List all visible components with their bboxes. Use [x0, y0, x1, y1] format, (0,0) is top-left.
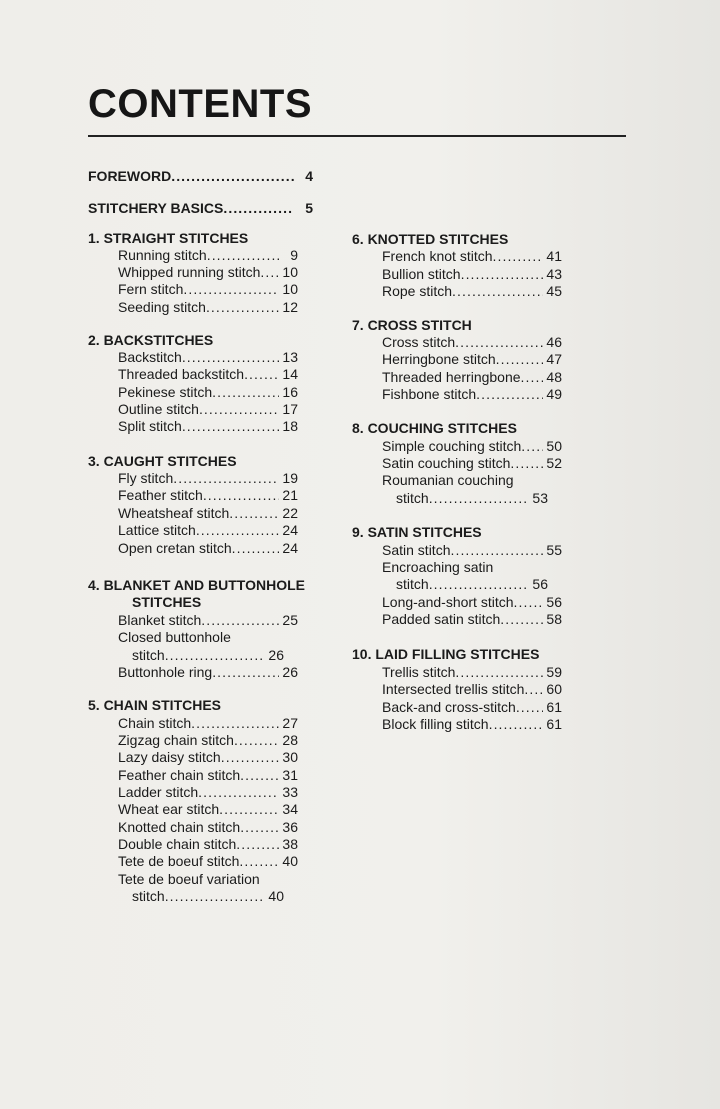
toc-page-number: 52 — [546, 455, 562, 471]
toc-page-number: 13 — [282, 349, 298, 365]
toc-entry — [382, 283, 562, 300]
toc-entry — [118, 784, 298, 801]
toc-entry — [382, 594, 562, 611]
toc-page-number: 12 — [282, 299, 298, 315]
toc-entry — [382, 248, 562, 265]
toc-page-number: 33 — [282, 784, 298, 800]
title-rule — [88, 135, 626, 137]
toc-leader-dots — [240, 767, 279, 784]
page-title: CONTENTS — [88, 82, 312, 126]
toc-entry — [132, 647, 284, 664]
toc-page-number: 40 — [268, 888, 284, 904]
toc-section-heading — [352, 524, 482, 541]
toc-entry — [118, 299, 298, 316]
toc-page-number: 45 — [546, 283, 562, 299]
toc-entry-title: 3. CAUGHT STITCHES — [88, 453, 237, 469]
toc-page-number: 56 — [532, 576, 548, 592]
toc-entry-title: Running stitch — [118, 247, 207, 263]
toc-entry-title: Padded satin stitch — [382, 611, 501, 627]
toc-leader-dots — [199, 401, 279, 418]
toc-entry-title: 5. CHAIN STITCHES — [88, 697, 222, 713]
toc-section-heading — [88, 453, 237, 470]
toc-entry — [118, 418, 298, 435]
toc-entry — [396, 490, 548, 507]
toc-leader-dots — [173, 470, 279, 487]
toc-entry-title: 4. BLANKET AND BUTTONHOLE — [88, 577, 305, 593]
toc-entry-title: Wheatsheaf stitch — [118, 505, 230, 521]
toc-entry-title: Open cretan stitch — [118, 540, 232, 556]
toc-entry-title: Back-and cross-stitch — [382, 699, 516, 715]
toc-entry-title: Fern stitch — [118, 281, 184, 297]
toc-page-number: 27 — [282, 715, 298, 731]
toc-entry — [118, 281, 298, 298]
toc-entry — [118, 470, 298, 487]
toc-entry — [118, 715, 298, 732]
toc-entry — [382, 472, 514, 489]
toc-entry-title: Intersected trellis stitch — [382, 681, 525, 697]
toc-entry-title: Tete de boeuf variation — [118, 871, 260, 887]
toc-entry — [118, 732, 298, 749]
toc-section-heading — [88, 697, 221, 714]
toc-entry-title: Fishbone stitch — [382, 386, 477, 402]
toc-leader-dots — [496, 351, 543, 368]
toc-page-number: 50 — [546, 438, 562, 454]
toc-page-number: 53 — [532, 490, 548, 506]
toc-leader-dots — [510, 455, 543, 472]
toc-leader-dots — [232, 540, 279, 557]
toc-page-number: 58 — [546, 611, 562, 627]
toc-entry — [382, 716, 562, 733]
toc-entry — [382, 455, 562, 472]
toc-page-number: 21 — [282, 487, 298, 503]
toc-leader-dots — [429, 490, 529, 507]
toc-section-heading — [88, 168, 313, 185]
toc-leader-dots — [236, 836, 279, 853]
toc-entry — [118, 612, 298, 629]
toc-leader-dots — [489, 716, 543, 733]
toc-page-number: 46 — [546, 334, 562, 350]
toc-leader-dots — [196, 522, 279, 539]
toc-leader-dots — [244, 366, 279, 383]
toc-entry-title: Trellis stitch — [382, 664, 456, 680]
toc-entry-title: Fly stitch — [118, 470, 174, 486]
toc-page-number: 49 — [546, 386, 562, 402]
toc-entry-title: 9. SATIN STITCHES — [352, 524, 482, 540]
toc-section-heading — [352, 646, 539, 663]
toc-page-number: 47 — [546, 351, 562, 367]
toc-entry — [382, 351, 562, 368]
toc-leader-dots — [521, 438, 543, 455]
toc-entry-title: Long-and-short stitch — [382, 594, 514, 610]
toc-entry-title: stitch — [396, 576, 429, 592]
toc-entry — [118, 801, 298, 818]
toc-leader-dots — [493, 248, 544, 265]
toc-entry — [118, 247, 298, 264]
toc-entry — [382, 542, 562, 559]
toc-entry-title: FOREWORD — [88, 168, 172, 184]
toc-leader-dots — [165, 888, 265, 905]
toc-entry-title: Feather chain stitch — [118, 767, 241, 783]
toc-leader-dots — [165, 647, 265, 664]
toc-entry-title: Closed buttonhole — [118, 629, 231, 645]
toc-entry — [118, 664, 298, 681]
toc-entry-title: Herringbone stitch — [382, 351, 496, 367]
toc-entry-title: Buttonhole ring — [118, 664, 213, 680]
toc-leader-dots — [203, 487, 279, 504]
toc-page-number: 38 — [282, 836, 298, 852]
toc-leader-dots — [182, 418, 279, 435]
toc-entry-title: Feather stitch — [118, 487, 203, 503]
toc-section-heading — [352, 317, 472, 334]
toc-entry-title: Whipped running stitch — [118, 264, 261, 280]
toc-section-heading — [132, 594, 201, 611]
toc-leader-dots — [514, 594, 543, 611]
toc-page-number: 10 — [282, 264, 298, 280]
toc-page-number: 14 — [282, 366, 298, 382]
toc-entry — [118, 819, 298, 836]
toc-section-heading — [352, 420, 517, 437]
toc-entry-title: stitch — [396, 490, 429, 506]
toc-leader-dots — [191, 715, 279, 732]
toc-leader-dots — [171, 168, 294, 185]
toc-entry — [382, 438, 562, 455]
toc-entry-title: stitch — [132, 647, 165, 663]
toc-entry-title: STITCHERY BASICS — [88, 200, 224, 216]
toc-entry — [118, 853, 298, 870]
toc-page-number: 34 — [282, 801, 298, 817]
toc-entry-title: Cross stitch — [382, 334, 456, 350]
toc-leader-dots — [206, 299, 279, 316]
toc-section-heading — [88, 332, 213, 349]
toc-entry — [382, 681, 562, 698]
toc-page-number: 4 — [305, 168, 313, 184]
toc-page-number: 17 — [282, 401, 298, 417]
toc-leader-dots — [229, 505, 279, 522]
toc-page-number: 61 — [546, 699, 562, 715]
toc-entry-title: Simple couching stitch — [382, 438, 522, 454]
toc-page-number: 16 — [282, 384, 298, 400]
toc-entry-title: Backstitch — [118, 349, 182, 365]
toc-leader-dots — [219, 801, 279, 818]
toc-entry — [118, 540, 298, 557]
toc-entry-title: Threaded herringbone — [382, 369, 521, 385]
toc-entry — [382, 699, 562, 716]
toc-entry-title: 1. STRAIGHT STITCHES — [88, 230, 249, 246]
toc-entry — [118, 401, 298, 418]
toc-entry-title: Blanket stitch — [118, 612, 202, 628]
toc-entry-title: 6. KNOTTED STITCHES — [352, 231, 509, 247]
toc-page-number: 36 — [282, 819, 298, 835]
toc-page-number: 60 — [546, 681, 562, 697]
toc-page-number: 59 — [546, 664, 562, 680]
toc-entry — [118, 871, 260, 888]
toc-page-number: 25 — [282, 612, 298, 628]
toc-page-number: 10 — [282, 281, 298, 297]
toc-entry-title: Split stitch — [118, 418, 182, 434]
toc-entry — [118, 384, 298, 401]
toc-page-number: 18 — [282, 418, 298, 434]
toc-leader-dots — [221, 749, 279, 766]
toc-entry-title: Wheat ear stitch — [118, 801, 220, 817]
toc-entry-title: 2. BACKSTITCHES — [88, 332, 214, 348]
toc-entry — [382, 386, 562, 403]
toc-entry — [382, 369, 562, 386]
toc-entry-title: Roumanian couching — [382, 472, 514, 488]
toc-page-number: 24 — [282, 540, 298, 556]
toc-leader-dots — [212, 384, 279, 401]
toc-entry-title: Outline stitch — [118, 401, 199, 417]
toc-section-heading — [88, 230, 248, 247]
toc-page-number: 43 — [546, 266, 562, 282]
toc-entry-title: Knotted chain stitch — [118, 819, 241, 835]
toc-entry — [118, 629, 231, 646]
toc-page-number: 31 — [282, 767, 298, 783]
toc-page-number: 40 — [282, 853, 298, 869]
toc-entry-title: STITCHES — [132, 594, 202, 610]
toc-entry — [382, 664, 562, 681]
toc-entry — [118, 349, 298, 366]
toc-leader-dots — [212, 664, 279, 681]
toc-leader-dots — [521, 369, 543, 386]
toc-entry-title: 8. COUCHING STITCHES — [352, 420, 517, 436]
toc-leader-dots — [223, 200, 294, 217]
toc-entry — [118, 522, 298, 539]
toc-entry-title: Ladder stitch — [118, 784, 199, 800]
toc-leader-dots — [207, 247, 279, 264]
toc-entry-title: Zigzag chain stitch — [118, 732, 234, 748]
toc-leader-dots — [260, 264, 279, 281]
toc-entry-title: Satin stitch — [382, 542, 451, 558]
toc-entry — [118, 264, 298, 281]
toc-page-number: 61 — [546, 716, 562, 732]
toc-leader-dots — [461, 266, 543, 283]
toc-leader-dots — [240, 819, 279, 836]
toc-page-number: 26 — [282, 664, 298, 680]
toc-entry-title: stitch — [132, 888, 165, 904]
toc-entry — [382, 611, 562, 628]
toc-entry — [382, 334, 562, 351]
toc-entry — [118, 749, 298, 766]
toc-page-number: 30 — [282, 749, 298, 765]
toc-entry-title: Chain stitch — [118, 715, 192, 731]
toc-leader-dots — [500, 611, 543, 628]
toc-entry — [118, 767, 298, 784]
toc-leader-dots — [516, 699, 543, 716]
toc-entry — [118, 505, 298, 522]
toc-page-number: 9 — [290, 247, 298, 263]
toc-entry-title: Pekinese stitch — [118, 384, 213, 400]
toc-entry — [118, 366, 298, 383]
toc-page-number: 26 — [268, 647, 284, 663]
toc-entry-title: Satin couching stitch — [382, 455, 511, 471]
toc-leader-dots — [450, 542, 543, 559]
toc-entry-title: Threaded backstitch — [118, 366, 245, 382]
toc-entry-title: Block filling stitch — [382, 716, 489, 732]
toc-leader-dots — [476, 386, 543, 403]
toc-page-number: 56 — [546, 594, 562, 610]
toc-entry — [382, 266, 562, 283]
toc-leader-dots — [201, 612, 279, 629]
toc-page-number: 5 — [305, 200, 313, 216]
toc-page-number: 24 — [282, 522, 298, 538]
toc-entry — [396, 576, 548, 593]
toc-leader-dots — [239, 853, 279, 870]
toc-page-number: 28 — [282, 732, 298, 748]
toc-section-heading — [88, 577, 305, 594]
toc-page-number: 22 — [282, 505, 298, 521]
toc-entry — [382, 559, 493, 576]
toc-leader-dots — [182, 349, 279, 366]
toc-entry-title: Double chain stitch — [118, 836, 237, 852]
toc-leader-dots — [234, 732, 279, 749]
toc-page-number: 19 — [282, 470, 298, 486]
toc-entry-title: 10. LAID FILLING STITCHES — [352, 646, 540, 662]
toc-section-heading — [88, 200, 313, 217]
toc-entry-title: 7. CROSS STITCH — [352, 317, 472, 333]
toc-leader-dots — [429, 576, 529, 593]
toc-leader-dots — [452, 283, 543, 300]
toc-entry-title: Rope stitch — [382, 283, 453, 299]
toc-leader-dots — [455, 334, 543, 351]
toc-leader-dots — [183, 281, 279, 298]
toc-entry-title: French knot stitch — [382, 248, 493, 264]
toc-leader-dots — [198, 784, 279, 801]
toc-entry — [118, 487, 298, 504]
toc-page-number: 48 — [546, 369, 562, 385]
toc-entry-title: Lattice stitch — [118, 522, 196, 538]
toc-entry-title: Bullion stitch — [382, 266, 461, 282]
toc-entry — [118, 836, 298, 853]
toc-entry-title: Lazy daisy stitch — [118, 749, 221, 765]
toc-section-heading — [352, 231, 508, 248]
toc-entry — [132, 888, 284, 905]
toc-entry-title: Encroaching satin — [382, 559, 494, 575]
toc-leader-dots — [455, 664, 543, 681]
toc-page-number: 41 — [546, 248, 562, 264]
toc-page-number: 55 — [546, 542, 562, 558]
toc-entry-title: Tete de boeuf stitch — [118, 853, 240, 869]
toc-entry-title: Seeding stitch — [118, 299, 206, 315]
toc-leader-dots — [524, 681, 543, 698]
